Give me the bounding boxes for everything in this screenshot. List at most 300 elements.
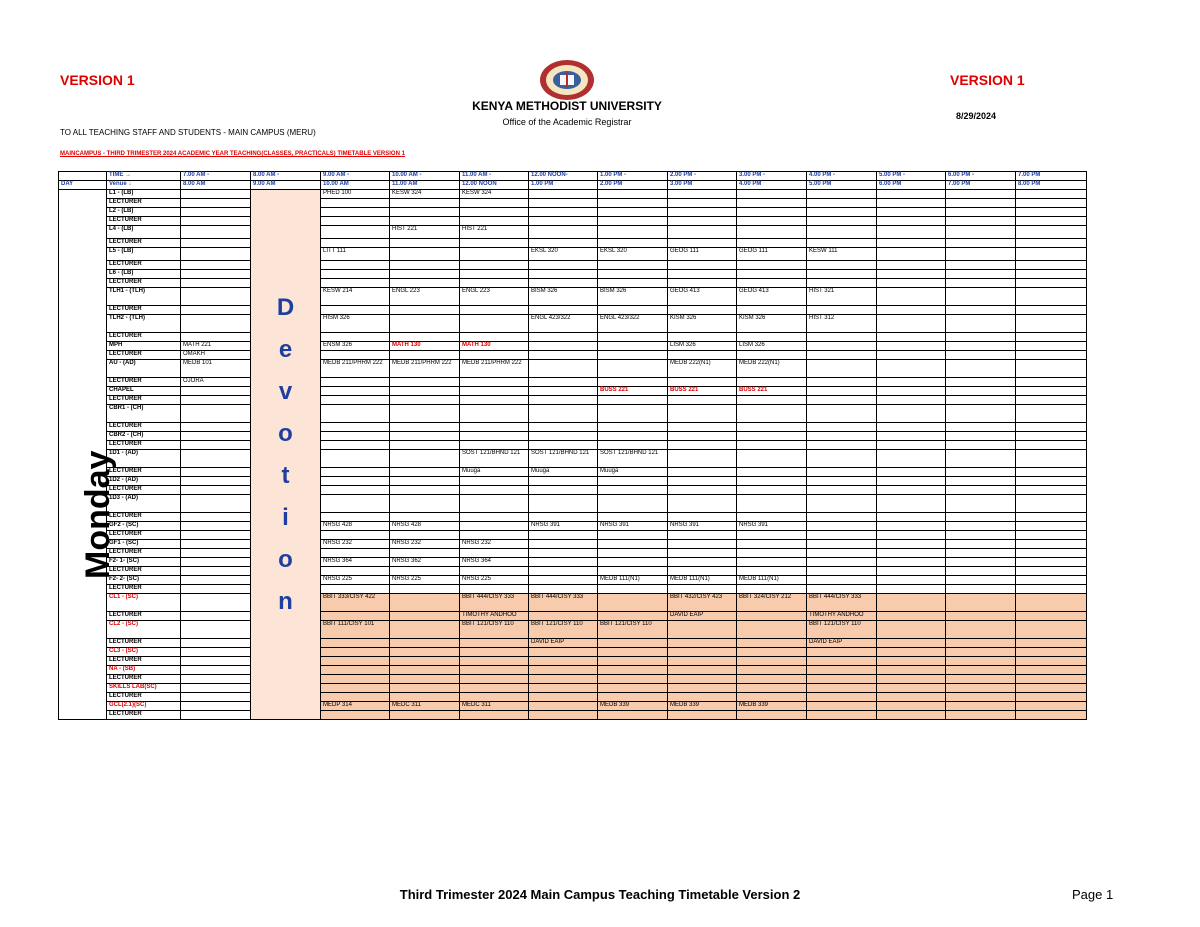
schedule-cell	[460, 306, 529, 315]
schedule-cell: MEDB 111(N1)	[668, 576, 737, 585]
schedule-cell	[807, 693, 877, 702]
schedule-cell	[181, 468, 251, 477]
schedule-cell: MEDB 222(N1)	[737, 360, 807, 378]
schedule-cell	[390, 279, 460, 288]
schedule-cell	[668, 567, 737, 576]
schedule-cell	[529, 405, 598, 423]
venue-header-cell: DAY	[59, 181, 107, 190]
schedule-cell	[390, 693, 460, 702]
table-row	[59, 477, 1087, 486]
schedule-cell	[877, 585, 946, 594]
venue-cell: L6 - (LB)	[107, 270, 181, 279]
schedule-cell	[877, 576, 946, 585]
schedule-cell	[946, 432, 1016, 441]
schedule-cell: ENGL 223	[390, 288, 460, 306]
venue-cell: LECTURER	[107, 423, 181, 432]
schedule-cell	[877, 333, 946, 342]
schedule-cell	[737, 585, 807, 594]
schedule-cell	[668, 333, 737, 342]
venue-header-cell: 8.00 PM	[1016, 181, 1087, 190]
schedule-cell: NRSG 225	[390, 576, 460, 585]
schedule-cell: NRSG 391	[598, 522, 668, 531]
schedule-cell: KESW 324	[390, 190, 460, 199]
table-row	[59, 432, 1087, 441]
schedule-cell	[737, 657, 807, 666]
schedule-cell	[1016, 441, 1087, 450]
schedule-cell	[181, 711, 251, 720]
venue-cell: LECTURER	[107, 639, 181, 648]
schedule-cell	[321, 585, 390, 594]
schedule-cell	[668, 648, 737, 657]
venue-header-cell: 4.00 PM	[737, 181, 807, 190]
schedule-cell	[390, 441, 460, 450]
schedule-cell	[529, 226, 598, 239]
schedule-cell: BBIT 121/CISY 110	[598, 621, 668, 639]
time-header-cell: 5.00 PM -	[877, 172, 946, 181]
schedule-cell	[668, 208, 737, 217]
schedule-cell	[598, 594, 668, 612]
schedule-cell	[807, 360, 877, 378]
schedule-cell	[737, 486, 807, 495]
schedule-cell: MEDB 211/PHRM 222	[390, 360, 460, 378]
schedule-cell	[807, 450, 877, 468]
time-header-cell: 9.00 AM -	[321, 172, 390, 181]
schedule-cell	[1016, 239, 1087, 248]
schedule-cell	[946, 351, 1016, 360]
schedule-cell: MEDB 211/PHRM 222	[321, 360, 390, 378]
schedule-cell	[181, 522, 251, 531]
schedule-cell	[807, 558, 877, 567]
schedule-cell	[529, 396, 598, 405]
schedule-cell	[529, 432, 598, 441]
schedule-cell	[668, 477, 737, 486]
schedule-cell	[529, 531, 598, 540]
venue-cell: GF2 - (SC)	[107, 522, 181, 531]
schedule-cell	[598, 711, 668, 720]
schedule-cell	[668, 270, 737, 279]
schedule-cell	[460, 279, 529, 288]
venue-cell: CBR2 - (CH)	[107, 432, 181, 441]
schedule-cell	[181, 531, 251, 540]
schedule-cell	[668, 432, 737, 441]
schedule-cell	[460, 248, 529, 261]
schedule-cell: SOST 121/BHND 121	[529, 450, 598, 468]
schedule-cell	[668, 405, 737, 423]
table-row	[59, 549, 1087, 558]
table-row	[59, 585, 1087, 594]
table-row	[59, 468, 1087, 477]
venue-cell: LECTURER	[107, 279, 181, 288]
venue-cell: LECTURER	[107, 261, 181, 270]
table-row	[59, 248, 1087, 261]
schedule-cell	[946, 360, 1016, 378]
time-header-cell: 3.00 PM -	[737, 172, 807, 181]
schedule-cell: BBIT 333/CISY 422	[321, 594, 390, 612]
schedule-cell	[668, 585, 737, 594]
schedule-cell	[877, 513, 946, 522]
table-row	[59, 441, 1087, 450]
venue-cell: LECTURER	[107, 306, 181, 315]
schedule-cell	[737, 208, 807, 217]
timetable	[58, 171, 1087, 720]
schedule-cell	[877, 208, 946, 217]
schedule-cell	[321, 208, 390, 217]
schedule-cell	[598, 396, 668, 405]
schedule-cell	[529, 217, 598, 226]
schedule-cell	[737, 450, 807, 468]
schedule-cell	[1016, 702, 1087, 711]
schedule-cell	[877, 648, 946, 657]
venue-cell: LECTURER	[107, 711, 181, 720]
schedule-cell	[737, 432, 807, 441]
schedule-cell	[598, 531, 668, 540]
schedule-cell	[181, 621, 251, 639]
schedule-cell	[668, 486, 737, 495]
schedule-cell	[668, 540, 737, 549]
schedule-cell	[877, 666, 946, 675]
schedule-cell	[390, 531, 460, 540]
table-row	[59, 396, 1087, 405]
schedule-cell: MEDB 339	[598, 702, 668, 711]
schedule-cell	[321, 684, 390, 693]
schedule-cell	[737, 612, 807, 621]
schedule-cell	[390, 621, 460, 639]
schedule-cell	[390, 270, 460, 279]
venue-cell: TLH1 - (TLH)	[107, 288, 181, 306]
schedule-cell	[877, 396, 946, 405]
schedule-cell	[529, 360, 598, 378]
schedule-cell	[946, 567, 1016, 576]
schedule-cell	[181, 477, 251, 486]
schedule-cell	[877, 239, 946, 248]
schedule-cell: BUSS 221	[598, 387, 668, 396]
schedule-cell: BUSS 221	[668, 387, 737, 396]
schedule-cell	[529, 208, 598, 217]
schedule-cell	[321, 477, 390, 486]
schedule-cell	[946, 270, 1016, 279]
schedule-cell	[877, 540, 946, 549]
schedule-cell	[807, 711, 877, 720]
schedule-cell	[598, 612, 668, 621]
schedule-cell	[946, 693, 1016, 702]
time-header-cell: 11.00 AM -	[460, 172, 529, 181]
schedule-cell	[181, 486, 251, 495]
venue-header-cell: 2.00 PM	[598, 181, 668, 190]
schedule-cell: BBIT 432/CISY 423	[668, 594, 737, 612]
schedule-cell	[181, 387, 251, 396]
schedule-cell	[807, 351, 877, 360]
venue-cell: LECTURER	[107, 396, 181, 405]
venue-cell: LECTURER	[107, 239, 181, 248]
time-header-cell: 6.00 PM -	[946, 172, 1016, 181]
table-row	[59, 279, 1087, 288]
schedule-cell	[181, 576, 251, 585]
schedule-cell	[390, 675, 460, 684]
table-row	[59, 190, 1087, 199]
schedule-cell	[877, 693, 946, 702]
schedule-cell	[668, 239, 737, 248]
schedule-cell	[598, 217, 668, 226]
schedule-cell: BUSS 221	[737, 387, 807, 396]
table-row	[59, 693, 1087, 702]
schedule-cell	[877, 495, 946, 513]
schedule-cell	[737, 378, 807, 387]
table-row	[59, 306, 1087, 315]
schedule-cell	[807, 522, 877, 531]
schedule-cell	[460, 684, 529, 693]
schedule-cell	[181, 199, 251, 208]
schedule-cell	[529, 549, 598, 558]
schedule-cell	[181, 702, 251, 711]
version-label-left: VERSION 1	[60, 72, 135, 88]
schedule-cell	[737, 423, 807, 432]
schedule-cell	[877, 531, 946, 540]
devotion-letter: D	[276, 293, 295, 321]
schedule-cell	[946, 711, 1016, 720]
schedule-cell: BBIT 111/CISY 101	[321, 621, 390, 639]
schedule-cell	[181, 423, 251, 432]
schedule-cell	[390, 612, 460, 621]
table-row	[59, 423, 1087, 432]
schedule-cell	[946, 405, 1016, 423]
schedule-cell	[946, 594, 1016, 612]
schedule-cell	[321, 441, 390, 450]
schedule-cell	[877, 621, 946, 639]
schedule-cell	[598, 648, 668, 657]
schedule-cell	[877, 657, 946, 666]
schedule-cell: MEDB 339	[737, 702, 807, 711]
schedule-cell	[321, 549, 390, 558]
venue-cell: LECTURER	[107, 468, 181, 477]
schedule-cell	[807, 549, 877, 558]
devotion-letter: i	[282, 503, 289, 531]
schedule-cell	[737, 190, 807, 199]
schedule-cell	[737, 711, 807, 720]
timetable-subtitle: MAINCAMPUS - THIRD TRIMESTER 2024 ACADEMIC YEAR TEACHING(CLASSES, PRACTICALS) TIMETABLE VERSION 1	[60, 151, 405, 157]
schedule-cell	[737, 405, 807, 423]
schedule-cell	[598, 199, 668, 208]
schedule-cell	[390, 248, 460, 261]
schedule-cell	[321, 531, 390, 540]
schedule-cell	[181, 226, 251, 239]
schedule-cell	[598, 558, 668, 567]
schedule-cell	[529, 239, 598, 248]
schedule-cell	[460, 513, 529, 522]
table-row	[59, 288, 1087, 306]
schedule-cell	[1016, 513, 1087, 522]
schedule-cell	[807, 657, 877, 666]
schedule-cell	[321, 432, 390, 441]
venue-cell: LECTURER	[107, 513, 181, 522]
schedule-cell	[390, 648, 460, 657]
schedule-cell	[807, 702, 877, 711]
schedule-cell	[390, 378, 460, 387]
devotion-letter: o	[278, 545, 293, 573]
schedule-cell	[598, 675, 668, 684]
schedule-cell	[460, 549, 529, 558]
schedule-cell	[1016, 217, 1087, 226]
schedule-cell	[737, 239, 807, 248]
schedule-cell	[529, 711, 598, 720]
schedule-cell	[1016, 432, 1087, 441]
schedule-cell	[321, 675, 390, 684]
schedule-cell	[877, 468, 946, 477]
venue-cell: CL1 - (SC)	[107, 594, 181, 612]
schedule-cell: HISM 326	[321, 315, 390, 333]
venue-cell: 1D2 - (AD)	[107, 477, 181, 486]
venue-cell: TLH2 - (TLH)	[107, 315, 181, 333]
schedule-cell: GEOG 111	[668, 248, 737, 261]
venue-header-cell: 6.00 PM	[877, 181, 946, 190]
schedule-cell	[181, 279, 251, 288]
schedule-cell	[946, 612, 1016, 621]
schedule-cell: HIST 312	[807, 315, 877, 333]
schedule-cell	[181, 495, 251, 513]
schedule-cell	[807, 648, 877, 657]
schedule-cell	[598, 378, 668, 387]
schedule-cell	[877, 639, 946, 648]
table-row	[59, 513, 1087, 522]
venue-cell: SKILLS LAB(SC)	[107, 684, 181, 693]
schedule-cell	[321, 387, 390, 396]
venue-cell: AU - (AD)	[107, 360, 181, 378]
schedule-cell	[529, 190, 598, 199]
schedule-cell	[737, 495, 807, 513]
schedule-cell: MEDC 311	[460, 702, 529, 711]
schedule-cell	[1016, 342, 1087, 351]
table-row	[59, 315, 1087, 333]
schedule-cell	[181, 217, 251, 226]
schedule-cell: MEDC 311	[390, 702, 460, 711]
schedule-cell	[529, 378, 598, 387]
venue-header-cell: 3.00 PM	[668, 181, 737, 190]
schedule-cell	[807, 396, 877, 405]
schedule-cell	[390, 351, 460, 360]
table-row	[59, 405, 1087, 423]
schedule-cell	[946, 261, 1016, 270]
table-row	[59, 342, 1087, 351]
schedule-cell	[390, 199, 460, 208]
table-row	[59, 648, 1087, 657]
schedule-cell	[529, 423, 598, 432]
venue-cell: 1D1 - (AD)	[107, 450, 181, 468]
schedule-cell	[321, 226, 390, 239]
devotion-letter: v	[278, 377, 293, 405]
schedule-cell: ENGL 423/322	[598, 315, 668, 333]
schedule-cell	[668, 513, 737, 522]
schedule-cell	[181, 288, 251, 306]
schedule-cell	[181, 693, 251, 702]
schedule-cell	[460, 199, 529, 208]
schedule-cell	[529, 199, 598, 208]
schedule-cell	[460, 270, 529, 279]
schedule-cell: NRSG 391	[668, 522, 737, 531]
schedule-cell	[737, 396, 807, 405]
schedule-cell	[529, 486, 598, 495]
schedule-cell	[390, 387, 460, 396]
schedule-cell	[1016, 423, 1087, 432]
schedule-cell	[181, 306, 251, 315]
schedule-cell	[1016, 270, 1087, 279]
venue-cell: CL3 - (SC)	[107, 648, 181, 657]
schedule-cell	[807, 279, 877, 288]
schedule-cell: MATH 221	[181, 342, 251, 351]
schedule-cell	[1016, 378, 1087, 387]
schedule-cell: KESW 324	[460, 190, 529, 199]
schedule-cell: TIMOTHY ANDHOO	[807, 612, 877, 621]
schedule-cell	[390, 486, 460, 495]
schedule-cell: MEDB 339	[668, 702, 737, 711]
schedule-cell	[598, 441, 668, 450]
table-row	[59, 612, 1087, 621]
schedule-cell: BBIT 121/CISY 110	[460, 621, 529, 639]
schedule-cell: NRSG 232	[321, 540, 390, 549]
schedule-cell	[460, 693, 529, 702]
schedule-cell	[1016, 306, 1087, 315]
time-header-cell: 7.00 AM -	[181, 172, 251, 181]
schedule-cell: LITT 111	[321, 248, 390, 261]
schedule-cell	[598, 360, 668, 378]
schedule-cell	[807, 441, 877, 450]
schedule-cell	[460, 522, 529, 531]
schedule-cell	[737, 279, 807, 288]
schedule-cell	[1016, 450, 1087, 468]
schedule-cell: HIST 221	[460, 226, 529, 239]
schedule-cell	[598, 477, 668, 486]
schedule-cell	[390, 217, 460, 226]
schedule-cell: BISM 326	[529, 288, 598, 306]
venue-header-cell: 11.00 AM	[390, 181, 460, 190]
schedule-cell	[598, 549, 668, 558]
schedule-cell	[807, 684, 877, 693]
schedule-cell	[946, 531, 1016, 540]
schedule-cell	[529, 585, 598, 594]
schedule-cell	[181, 594, 251, 612]
table-row	[59, 522, 1087, 531]
schedule-cell	[1016, 190, 1087, 199]
schedule-cell	[321, 486, 390, 495]
schedule-cell	[946, 585, 1016, 594]
schedule-cell	[807, 270, 877, 279]
schedule-cell	[807, 306, 877, 315]
schedule-cell	[390, 261, 460, 270]
table-row	[59, 378, 1087, 387]
schedule-cell	[321, 711, 390, 720]
schedule-cell: GEOG 111	[737, 248, 807, 261]
schedule-cell	[181, 190, 251, 199]
schedule-cell	[807, 432, 877, 441]
venue-cell: L1 - (LB)	[107, 190, 181, 199]
schedule-cell	[181, 315, 251, 333]
schedule-cell	[877, 567, 946, 576]
schedule-cell: SOST 121/BHND 121	[460, 450, 529, 468]
schedule-cell	[181, 248, 251, 261]
schedule-cell: NRSG 232	[460, 540, 529, 549]
schedule-cell	[529, 612, 598, 621]
schedule-cell	[668, 441, 737, 450]
schedule-cell	[737, 199, 807, 208]
schedule-cell	[807, 333, 877, 342]
schedule-cell	[321, 450, 390, 468]
schedule-cell	[807, 495, 877, 513]
schedule-cell	[181, 333, 251, 342]
time-header-cell: 12.00 NOON-	[529, 172, 598, 181]
schedule-cell	[321, 648, 390, 657]
schedule-cell	[946, 315, 1016, 333]
table-row	[59, 208, 1087, 217]
venue-cell: LECTURER	[107, 567, 181, 576]
schedule-cell	[877, 378, 946, 387]
